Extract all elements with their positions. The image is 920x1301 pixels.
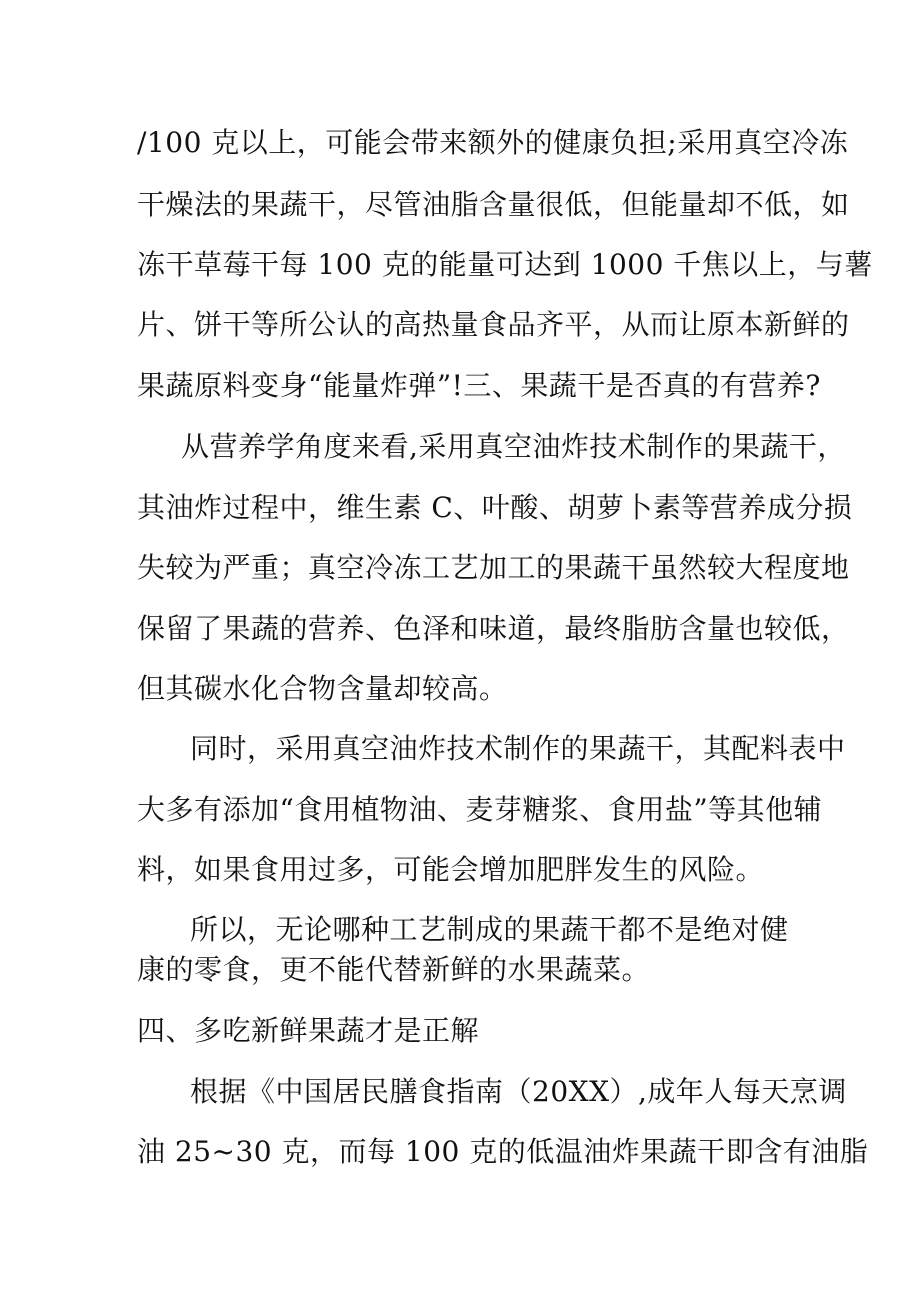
text-line-17: 根据《中国居民膳食指南（20XX）,成年人每天烹调 [190,1075,847,1108]
text-line-7: 其油炸过程中，维生素 C、叶酸、胡萝卜素等营养成分损 [137,491,853,524]
text-line-8: 失较为严重；真空冷冻工艺加工的果蔬干虽然较大程度地 [137,551,850,584]
text-line-15: 康的零食，更不能代替新鲜的水果蔬菜。 [137,953,651,986]
text-line-2: 干燥法的果蔬干，尽管油脂含量很低，但能量却不低，如 [137,188,850,221]
section-heading: 四、多吃新鲜果蔬才是正解 [137,1014,480,1047]
text-line-13: 料，如果食用过多，可能会增加肥胖发生的风险。 [137,853,765,886]
text-line-12: 大多有添加“食用植物油、麦芽糖浆、食用盐”等其他辅 [137,793,823,826]
text-line-4: 片、饼干等所公认的高热量食品齐平，从而让原本新鲜的 [137,308,850,341]
text-line-1: /100 克以上，可能会带来额外的健康负担;采用真空冷冻 [137,126,849,159]
text-line-9: 保留了果蔬的营养、色泽和味道，最终脂肪含量也较低， [137,612,850,645]
text-line-6: 从营养学角度来看,采用真空油炸技术制作的果蔬干， [181,430,846,463]
text-line-18: 油 25~30 克，而每 100 克的低温油炸果蔬干即含有油脂 [137,1135,869,1168]
text-line-11: 同时，采用真空油炸技术制作的果蔬干，其配料表中 [190,732,846,765]
text-line-10: 但其碳水化合物含量却较高。 [137,672,508,705]
text-line-14: 所以，无论哪种工艺制成的果蔬干都不是绝对健 [190,913,789,946]
text-line-3: 冻干草莓干每 100 克的能量可达到 1000 千焦以上，与薯 [137,248,873,281]
text-line-5: 果蔬原料变身“能量炸弹”!三、果蔬干是否真的有营养? [137,369,821,402]
